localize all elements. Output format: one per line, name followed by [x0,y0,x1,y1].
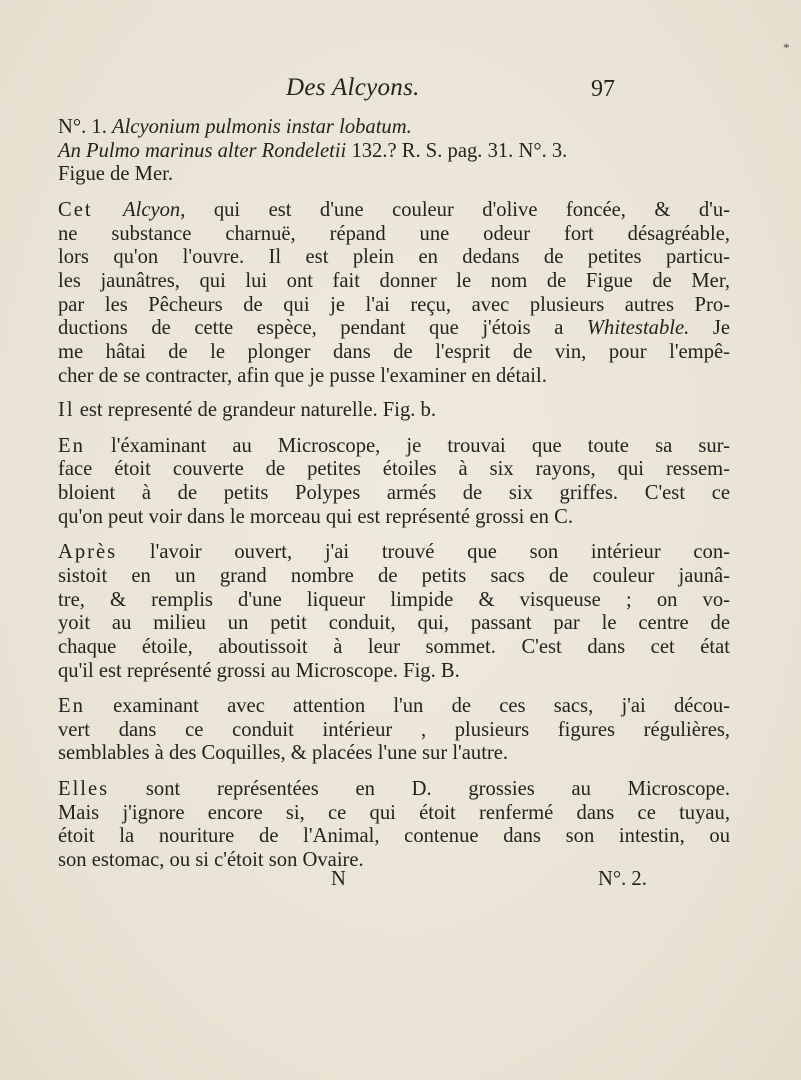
paragraph-1-line-8: cher de se contracter, afin que je pusse l'examiner en détail. [58,364,547,387]
paragraph-6-line-2: Mais j'ignore encore si, ce qui étoit renfermé dans ce tuyau, [58,801,730,824]
paragraph-1-line-7: me hâtai de le plonger dans de l'esprit de vin, pour l'empê- [58,340,730,363]
paragraph-1-line-6: ductions de cette espèce, pendant que j'étois a Whitestable. Je [58,317,730,340]
paragraph-5-line-2: vert dans ce conduit intérieur , plusieurs figures régulières, [58,718,730,741]
paragraph-6-line-1: Elles sont représentées en D. grossies au Microscope. [58,777,730,800]
entry-line-2: An Pulmo marinus alter Rondeletii 132.? R. S. pag. 31. N°. 3. [58,139,568,162]
running-title: Des Alcyons. [286,74,420,101]
paragraph-6-line-4: son estomac, ou si c'étoit son Ovaire. [58,849,364,871]
entry-line-1: N°. 1. Alcyonium pulmonis instar lobatum. [58,116,412,138]
paragraph-5-line-3: semblables à des Coquilles, & placées l'une sur l'autre. [58,742,509,765]
page-number: 97 [591,76,615,102]
paragraph-1-line-2: ne substance charnuë, répand une odeur fort désagréable, [58,222,730,245]
paragraph-2-line-1: Il est representé de grandeur naturelle. Fig. b. [58,399,436,422]
paragraph-3-line-1: En l'éxaminant au Microscope, je trouvai que toute sa sur- [58,434,730,457]
paragraph-4-line-1: Après l'avoir ouvert, j'ai trouvé que son intérieur con- [58,541,730,564]
paragraph-6-line-3: étoit la nouriture de l'Animal, contenue dans son intestin, ou [58,825,730,848]
paragraph-4-line-6: qu'il est représenté grossi au Microscope. Fig. B. [58,659,460,682]
paragraph-3-line-4: qu'on peut voir dans le morceau qui est représenté grossi en C. [58,505,573,528]
paragraph-4-line-3: tre, & remplis d'une liqueur limpide & visqueuse ; on vo- [58,588,730,611]
catchword: N°. 2. [598,868,647,890]
paragraph-1-line-4: les jaunâtres, qui lui ont fait donner le nom de Figue de Mer, [58,269,730,292]
paragraph-1-line-3: lors qu'on l'ouvre. Il est plein en dedans de petites particu- [58,246,730,269]
paragraph-4-line-5: chaque étoile, aboutissoit à leur sommet. C'est dans cet état [58,635,730,658]
entry-line-3: Figue de Mer. [58,163,173,186]
paragraph-1-line-5: par les Pêcheurs de qui je l'ai reçu, avec plusieurs autres Pro- [58,293,730,316]
corner-mark: * [783,40,790,55]
paragraph-5-line-1: En examinant avec attention l'un de ces sacs, j'ai décou- [58,695,730,718]
paragraph-3-line-3: bloient à de petits Polypes armés de six griffes. C'est ce [58,482,730,505]
page-header [0,74,801,106]
paragraph-1-line-1: Cet Alcyon, qui est d'une couleur d'olive foncée, & d'u- [58,198,730,221]
paragraph-4-line-2: sistoit en un grand nombre de petits sacs de couleur jaunâ- [58,564,730,587]
signature-mark: N [331,868,346,890]
paragraph-3-line-2: face étoit couverte de petites étoiles à six rayons, qui ressem- [58,458,730,481]
paragraph-4-line-4: yoit au milieu un petit conduit, qui, passant par le centre de [58,612,730,635]
